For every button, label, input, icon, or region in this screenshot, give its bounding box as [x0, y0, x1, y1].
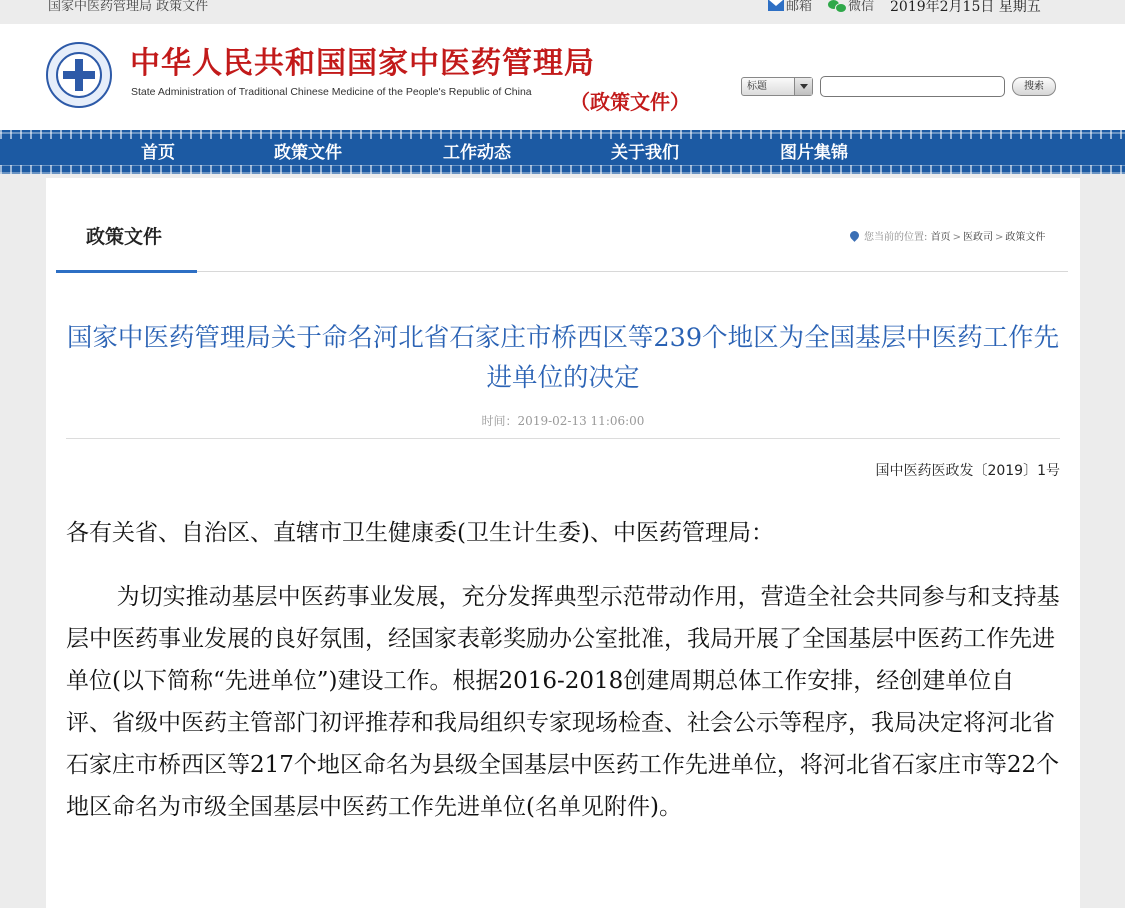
article-title: 国家中医药管理局关于命名河北省石家庄市桥西区等239个地区为全国基层中医药工作先进单位的决定 [66, 323, 1060, 393]
breadcrumb-department[interactable]: 医政司 [962, 232, 993, 243]
mail-icon [768, 0, 784, 11]
nav-item-policy[interactable]: 政策文件 [274, 143, 342, 163]
current-date: 2019年2月15日 星期五 [890, 0, 1041, 15]
site-title-cn: 中华人民共和国国家中医药管理局 [130, 46, 595, 81]
breadcrumb-home[interactable]: 首页 [930, 232, 951, 243]
section-tag: （政策文件） [570, 90, 690, 114]
content-panel [46, 178, 1080, 908]
top-breadcrumb[interactable]: 国家中医药管理局 政策文件 [48, 0, 209, 14]
search-button[interactable]: 搜索 [1012, 77, 1056, 96]
article-salutation: 各有关省、自治区、直辖市卫生健康委(卫生计生委)、中医药管理局： [66, 520, 774, 546]
wechat-icon [828, 0, 845, 11]
wechat-link[interactable] [828, 0, 874, 14]
nav-item-home[interactable]: 首页 [141, 143, 175, 163]
search-scope-value: 标题 [747, 81, 767, 92]
mail-link[interactable] [768, 0, 812, 14]
search-scope-select[interactable] [741, 77, 813, 96]
nav-item-news[interactable]: 工作动态 [443, 143, 511, 163]
chevron-down-icon [794, 78, 812, 95]
article-divider [66, 438, 1060, 439]
location-prefix: 您当前的位置: [864, 232, 928, 243]
site-emblem-logo[interactable] [46, 42, 112, 108]
panel-divider [56, 271, 1068, 272]
top-utility-bar [0, 0, 1125, 24]
breadcrumb-current[interactable]: 政策文件 [1005, 232, 1046, 243]
tab-active-indicator [56, 270, 197, 273]
tab-policy[interactable]: 政策文件 [86, 226, 163, 248]
nav-item-gallery[interactable]: 图片集锦 [780, 143, 848, 163]
site-title-en: State Administration of Traditional Chinese Medicine of the People's Republic of China [131, 86, 532, 98]
emblem-cross-horizontal [63, 71, 95, 79]
nav-item-about[interactable]: 关于我们 [611, 143, 679, 163]
location-pin-icon [848, 229, 861, 242]
document-number: 国中医药医政发〔2019〕1号 [875, 463, 1060, 479]
main-nav [0, 130, 1125, 174]
site-header [0, 24, 1125, 130]
article-timestamp: 时间：2019-02-13 11:06:00 [481, 414, 645, 428]
article-body: 为切实推动基层中医药事业发展，充分发挥典型示范带动作用，营造全社会共同参与和支持基层中医药事业发展的良好氛围，经国家表彰奖励办公室批准，我局开展了全国基层中医药工作先进单位(以下简称“先进单位”)建设工作。根据2016-2018创建周期总体工作安排，经创建单位自评、省级中医药主管部门初评推荐和我局组织专家现场检查、社会公示等程序，我局决定将河北省石家庄市桥西区等217个地区命名为县级全国基层中医药工作先进单位，将河北省石家庄市等22个地区命名为市级全国基层中医药工作先进单位(名单见附件)。 [66, 584, 1060, 820]
breadcrumb-separator: > [952, 232, 961, 243]
location-breadcrumb [850, 228, 1045, 243]
search-input[interactable] [820, 76, 1005, 97]
wechat-label: 微信 [848, 0, 875, 14]
mail-label: 邮箱 [786, 0, 813, 14]
breadcrumb-separator: > [994, 232, 1004, 243]
